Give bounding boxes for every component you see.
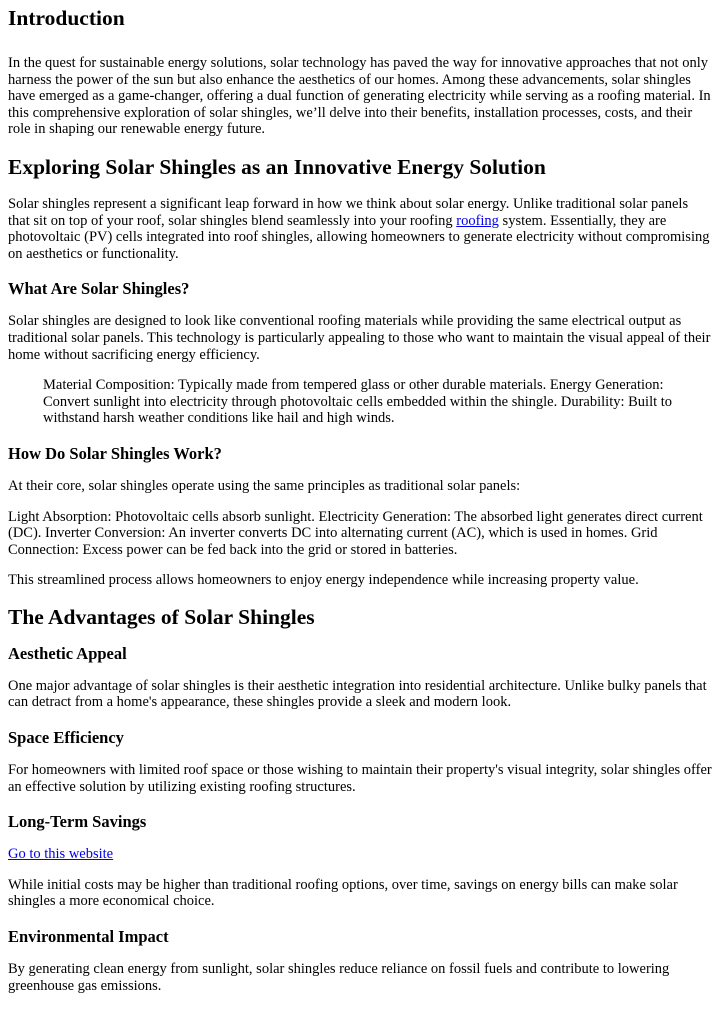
space-heading: Space Efficiency <box>8 728 124 748</box>
exploring-paragraph <box>8 196 712 262</box>
intro-heading: Introduction <box>8 6 125 30</box>
what-are-paragraph: Solar shingles are designed to look like conventional roofing materials while providing the same electrical output as traditional solar panels. This technology is particularly appealing to those who want to maintain the visual appeal of their home without sacrificing energy efficiency. <box>8 313 711 363</box>
exploring-text-before-link: Solar shingles represent a significant leap forward in how we think about solar energy. Unlike traditional solar panels that sit on top of your roof, solar shingles blend seamlessly into your roofing <box>8 195 689 229</box>
exploring-heading: Exploring Solar Shingles as an Innovative Energy Solution <box>8 154 546 179</box>
advantages-heading: The Advantages of Solar Shingles <box>8 604 315 629</box>
what-are-quote: Material Composition: Typically made from tempered glass or other durable materials. Energy Generation: Convert sunlight into electricity through photovoltaic cells embedded within the shingle. Durability: Built to withstand harsh weather conditions like hail and high winds. <box>43 377 673 427</box>
savings-heading: Long-Term Savings <box>8 812 147 832</box>
how-work-intro: At their core, solar shingles operate using the same principles as traditional solar panels: <box>8 477 521 494</box>
intro-paragraph: In the quest for sustainable energy solutions, solar technology has paved the way for innovative approaches that not only harness the power of the sun but also enhance the aesthetics of our homes. Among these advancements, solar shingles have emerged as a game-changer, offering a dual function of generating electricity while serving as a roofing material. In this comprehensive exploration of solar shingles, we’ll delve into their benefits, installation processes, costs, and their role in shaping our renewable energy future. <box>8 55 711 138</box>
aesthetic-heading: Aesthetic Appeal <box>8 643 127 663</box>
roofing-link[interactable]: roofing <box>456 212 499 229</box>
exploring-text-after-link: system. Essentially, they are photovoltaic (PV) cells integrated into roof shingles, allowing homeowners to generate electricity without compromising on aesthetics or functionality. <box>8 212 710 262</box>
article <box>0 6 720 994</box>
environment-heading: Environmental Impact <box>8 927 169 947</box>
space-paragraph: For homeowners with limited roof space or those wishing to maintain their property's visual integrity, solar shingles offer an effective solution by utilizing existing roofing structures. <box>8 762 712 795</box>
how-work-summary: This streamlined process allows homeowners to enjoy energy independence while increasing property value. <box>8 572 639 589</box>
how-work-heading: How Do Solar Shingles Work? <box>8 443 222 463</box>
savings-paragraph: While initial costs may be higher than traditional roofing options, over time, savings on energy bills can make solar shingles a more economical choice. <box>8 876 678 910</box>
how-work-steps: Light Absorption: Photovoltaic cells absorb sunlight. Electricity Generation: The absorbed light generates direct current (DC). Inverter Conversion: An inverter converts DC into alternating current (AC), which is used in homes. Grid Connection: Excess power can be fed back into the grid or stored in batteries. <box>8 508 703 558</box>
aesthetic-paragraph: One major advantage of solar shingles is their aesthetic integration into residential architecture. Unlike bulky panels that can detract from a home's appearance, these shingles provide a sleek and modern look. <box>8 677 707 711</box>
website-link[interactable]: Go to this website <box>8 846 114 863</box>
environment-paragraph: By generating clean energy from sunlight, solar shingles reduce reliance on fossil fuels and contribute to lowering greenhouse gas emissions. <box>8 961 670 994</box>
savings-link-line <box>8 846 712 863</box>
what-are-heading: What Are Solar Shingles? <box>8 279 190 299</box>
